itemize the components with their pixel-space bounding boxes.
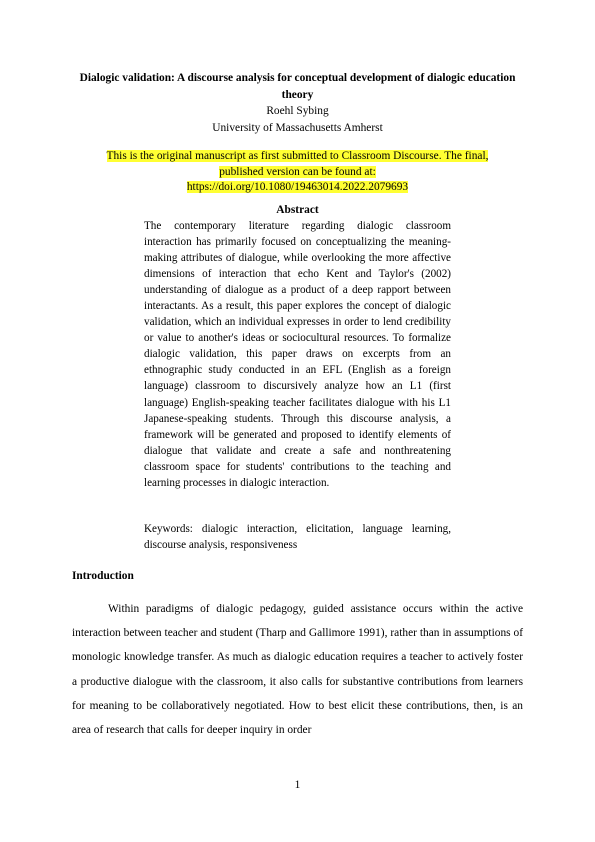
notice-doi-link[interactable]: https://doi.org/10.1080/19463014.2022.2079693 [186, 181, 409, 193]
section-heading-introduction: Introduction [72, 570, 134, 582]
notice-line-2: published version can be found at: [219, 165, 376, 178]
author-name: Roehl Sybing [266, 105, 329, 117]
paper-title: Dialogic validation: A discourse analysis for conceptual development of dialogic education theory [79, 72, 516, 101]
abstract-text: The contemporary literature regarding dialogic classroom interaction has primarily focused on conceptualizing the meaning-making attributes of dialogue, while overlooking the more affective dimensions of interaction that echo Kent and Taylor's (2002) understanding of dialogue as a product of a deep rapport between interactants. As a result, this paper explores the concept of dialogic validation, which an individual expresses in order to lend credibility or value to another's ideas or sociocultural resources. To formalize dialogic validation, this paper draws on excerpts from an ethnographic study conducted in an EFL (English as a foreign language) classroom to discursively analyze how an L1 (first language) English-speaking teacher facilitates dialogue with his L1 Japanese-speaking students. Through this discourse analysis, a framework will be generated and proposed to identify elements of dialogue that validate and create a safe and nonthreatening classroom space for students' contributions to the teaching and learning processes in dialogic interaction. [144, 220, 451, 489]
introduction-paragraph: Within paradigms of dialogic pedagogy, guided assistance occurs within the active interaction between teacher and student (Tharp and Gallimore 1991), rather than in assumptions of monologic knowledge transfer. As much as dialogic education requires a teacher to actively foster a productive dialogue with the classroom, it also calls for substantive contributions from learners for meaning to be collaboratively negotiated. How to best elicit these contributions, then, is an area of research that calls for deeper inquiry in order [72, 603, 523, 737]
author-affiliation: University of Massachusetts Amherst [212, 122, 383, 134]
manuscript-notice [72, 149, 523, 196]
abstract-heading: Abstract [276, 204, 319, 216]
page-number: 1 [294, 779, 301, 791]
keywords: Keywords: dialogic interaction, elicitation, language learning, discourse analysis, responsiveness [144, 523, 451, 551]
notice-line-1: This is the original manuscript as first submitted to Classroom Discourse. The final, [106, 150, 489, 162]
